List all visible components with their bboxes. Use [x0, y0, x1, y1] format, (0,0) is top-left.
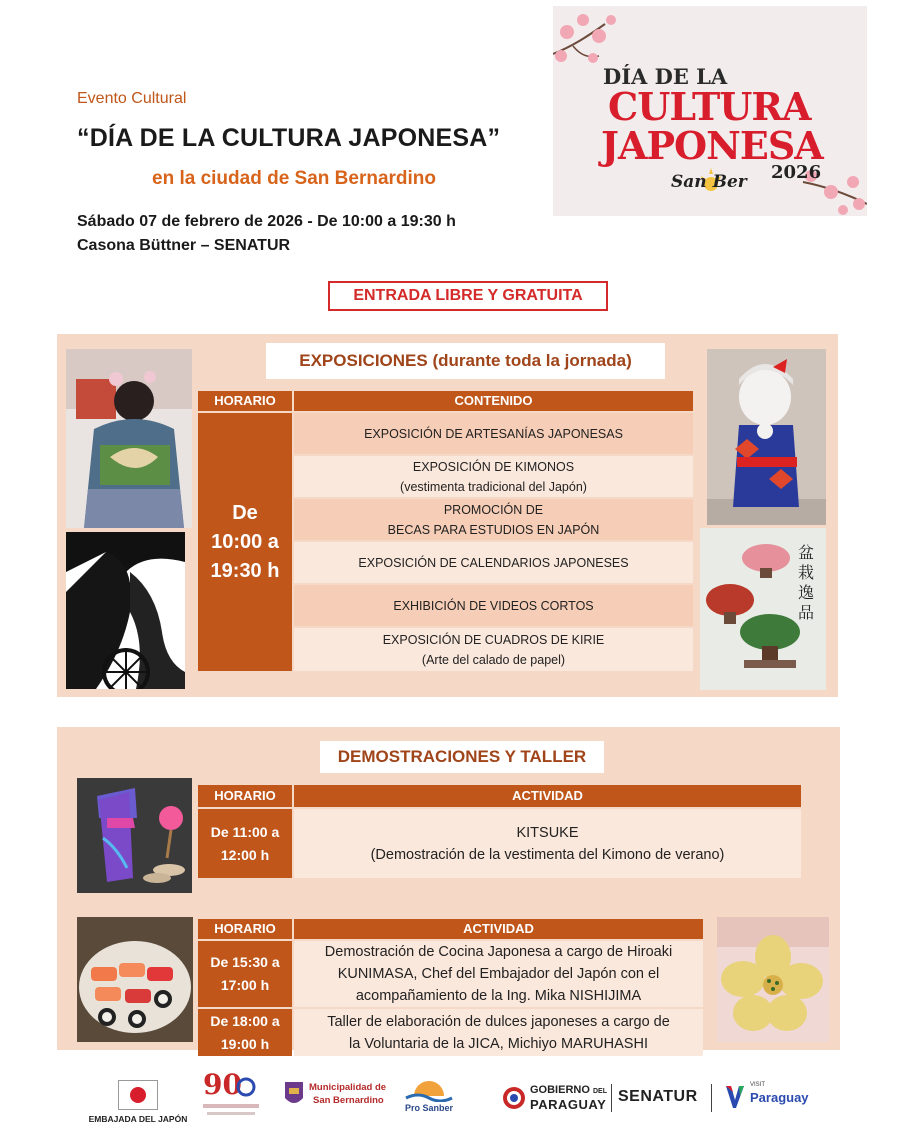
visit-label: Paraguay: [750, 1090, 809, 1105]
government-logo: [502, 1082, 610, 1114]
sun-wave-icon: [404, 1076, 454, 1102]
svg-text:栽: 栽: [798, 563, 815, 582]
sweets-time-cell: [198, 1009, 292, 1056]
date-line: Sábado 07 de febrero de 2026 - De 10:00 a 19:30 h: [77, 213, 456, 230]
visit-small-label: VISIT: [750, 1082, 766, 1088]
visit-paraguay-icon: [724, 1082, 746, 1112]
exhibitions-time-cell: [198, 413, 292, 671]
japan-flag-icon: [118, 1080, 158, 1110]
row-text: PROMOCIÓN DE: [443, 502, 544, 517]
row-text: EXHIBICIÓN DE VIDEOS CORTOS: [393, 598, 594, 613]
wagashi-photo: [717, 917, 829, 1042]
event-subtitle: en la ciudad de San Bernardino: [152, 168, 437, 189]
cooking-time-cell: [198, 941, 292, 1007]
kitsuke-activity-cell: [294, 809, 801, 878]
free-entry-badge: ENTRADA LIBRE Y GRATUITA: [328, 281, 608, 311]
anniversary-number: 90: [203, 1068, 242, 1101]
kitsuke-title: KITSUKE: [516, 824, 579, 841]
footer-divider: [611, 1084, 612, 1112]
cooking-time-l2: 17:00 h: [220, 977, 270, 993]
sweets-line2: la Voluntaria de la JICA, Michiyo MARUHASHI: [349, 1035, 648, 1052]
municipality-line1: Municipalidad de: [309, 1082, 387, 1093]
kitsuke-desc: (Demostración de la vestimenta del Kimono de verano): [370, 846, 725, 863]
event-kicker: Evento Cultural: [77, 90, 187, 107]
table-row: [294, 628, 693, 671]
row-subtext: BECAS PARA ESTUDIOS EN JAPÓN: [387, 522, 600, 537]
gov-del: DEL: [592, 1088, 607, 1095]
footer-logos: [0, 1066, 907, 1136]
logo-brand: San Ber: [671, 172, 747, 192]
kitsuke-time-l2: 12:00 h: [220, 846, 270, 863]
sweets-line1: Taller de elaboración de dulces japoneses a cargo de: [327, 1013, 670, 1030]
table-row: [294, 499, 693, 540]
demos-heading: DEMOSTRACIONES Y TALLER: [320, 741, 604, 773]
cooking-line1: Demostración de Cocina Japonesa a cargo de Hiroaki: [324, 944, 673, 960]
svg-text:逸: 逸: [798, 583, 815, 602]
senatur-label: SENATUR: [618, 1088, 698, 1105]
logo-year: 2026: [771, 162, 822, 183]
svg-text:盆: 盆: [798, 543, 815, 562]
exhibitions-heading: EXPOSICIONES (durante toda la jornada): [266, 343, 665, 379]
sweets-activity-cell: [294, 1009, 703, 1056]
row-text: EXPOSICIÓN DE KIMONOS: [412, 459, 575, 474]
visit-paraguay-logo: [724, 1080, 814, 1116]
gov-line1: GOBIERNO: [530, 1084, 590, 1096]
table-row: [294, 456, 693, 497]
kokeshi-doll-photo: [707, 349, 826, 525]
exhibitions-time-l3: 19:30 h: [210, 559, 280, 582]
kimono-back-photo: [66, 349, 192, 528]
municipality-crest-icon: [283, 1080, 305, 1110]
table-row: [294, 542, 693, 583]
event-title: “DÍA DE LA CULTURA JAPONESA”: [77, 124, 501, 152]
anniversary-logo: [203, 1070, 259, 1126]
row-subtext: (vestimenta tradicional del Japón): [400, 479, 587, 494]
row-text: EXPOSICIÓN DE ARTESANÍAS JAPONESAS: [364, 426, 623, 441]
kitsuke-time-cell: [198, 809, 292, 878]
kitsuke-col-activity: ACTIVIDAD: [294, 785, 801, 807]
cooking-line2: KUNIMASA, Chef del Embajador del Japón con el: [337, 966, 660, 982]
gov-line2: PARAGUAY: [530, 1097, 607, 1112]
cooking-line3: acompañamiento de la Ing. Mika NISHIJIMA: [355, 988, 642, 1004]
logo-line1: DÍA DE LA: [603, 64, 728, 89]
logo-line3: JAPONESA: [601, 123, 823, 168]
exhibitions-time-l1: De: [232, 501, 258, 524]
row-text: EXPOSICIÓN DE CUADROS DE KIRIE: [382, 632, 605, 647]
exhibitions-col-time: HORARIO: [198, 391, 292, 411]
row-subtext: (Arte del calado de papel): [421, 652, 566, 667]
ring-icon: [235, 1076, 257, 1098]
table-row: [294, 585, 693, 626]
event-logo: [553, 6, 867, 216]
sushi-photo: [77, 917, 193, 1042]
logo-line2: CULTURA: [608, 84, 811, 129]
bonsai-calendar-photo: [700, 528, 826, 690]
embassy-label: EMBAJADA DEL JAPÓN: [88, 1114, 188, 1124]
kirie-woman-photo: [66, 532, 185, 689]
sweets-time-l2: 19:00 h: [220, 1035, 270, 1052]
cooking-time-l1: De 15:30 a: [210, 954, 280, 970]
government-seal-icon: [502, 1086, 526, 1110]
prosanber-logo: [404, 1076, 454, 1122]
sweets-time-l1: De 18:00 a: [210, 1012, 280, 1029]
kitsuke-col-time: HORARIO: [198, 785, 292, 807]
table-row: [294, 413, 693, 454]
cooking-col-activity: ACTIVIDAD: [294, 919, 703, 939]
cooking-col-time: HORARIO: [198, 919, 292, 939]
event-dateline: [77, 210, 456, 258]
row-text: EXPOSICIÓN DE CALENDARIOS JAPONESES: [358, 555, 629, 570]
exhibitions-time-l2: 10:00 a: [211, 530, 279, 553]
cooking-activity-cell: [294, 941, 703, 1007]
embassy-logo: [86, 1072, 190, 1128]
prosanber-label: Pro Sanber: [404, 1103, 453, 1113]
svg-text:品: 品: [798, 603, 815, 622]
kitsuke-time-l1: De 11:00 a: [210, 823, 280, 840]
exhibitions-col-content: CONTENIDO: [294, 391, 693, 411]
footer-divider: [711, 1084, 712, 1112]
municipality-logo: [283, 1078, 393, 1118]
summer-kimono-photo: [77, 778, 192, 893]
venue-line: Casona Büttner – SENATUR: [77, 237, 291, 254]
municipality-line2: San Bernardino: [313, 1095, 384, 1106]
